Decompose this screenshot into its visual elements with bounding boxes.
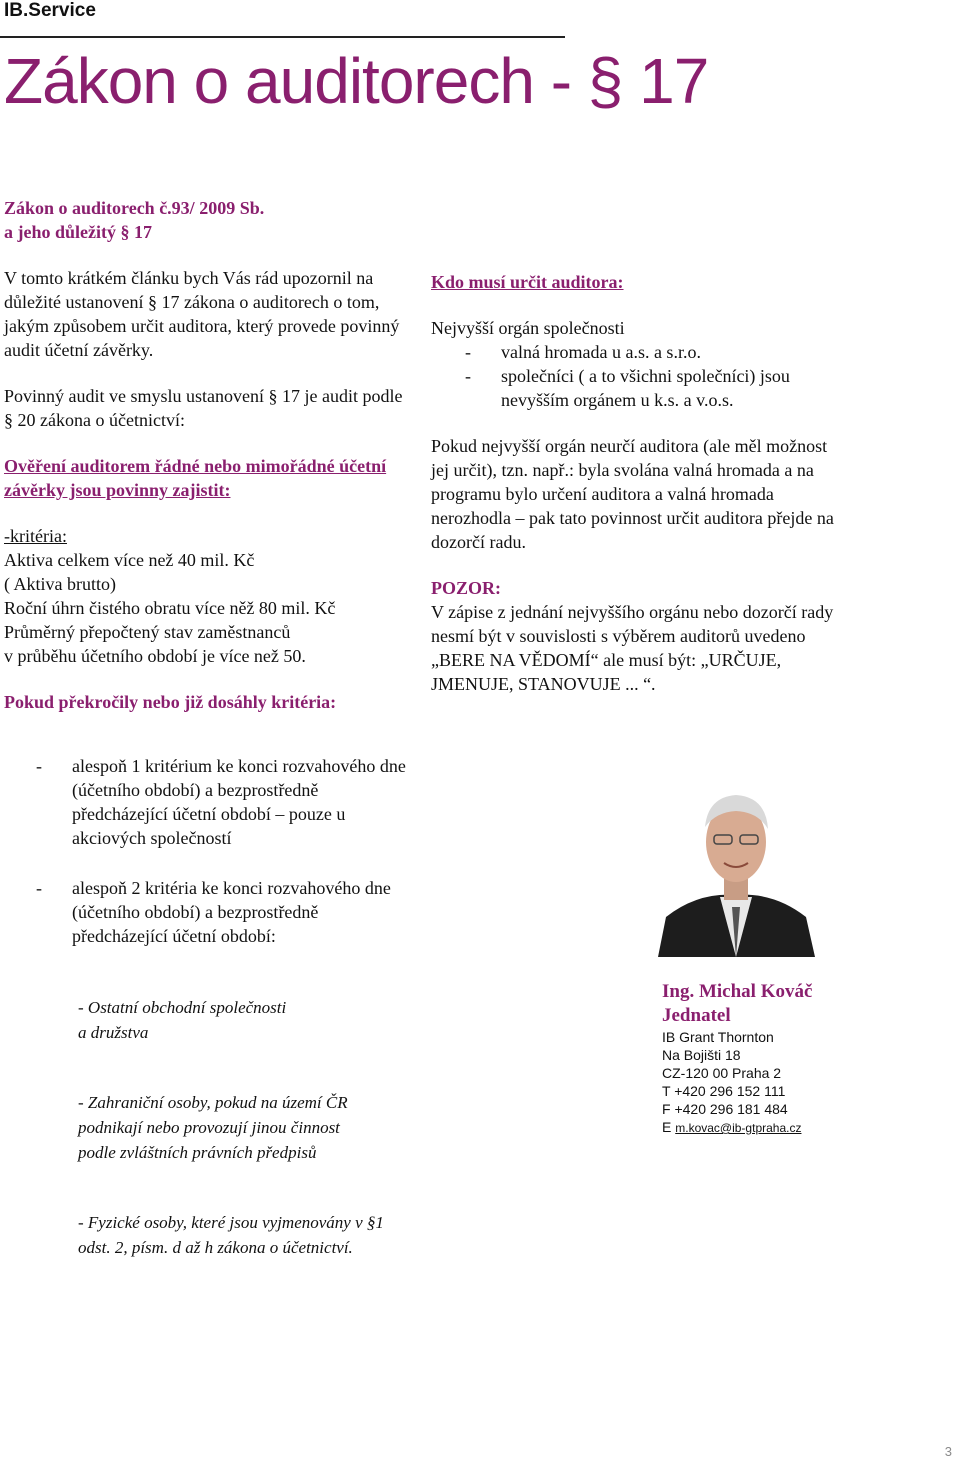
criteria-label: -kritéria: bbox=[4, 526, 67, 546]
warning-text: V zápise z jednání nejvyššího orgánu nebo dozorčí rady nesmí být v souvislosti s výběrem auditorů uvedeno „BERE NA VĚDOMÍ“ ale musí být: „URČUJE, JMENUJE, STANOVUJE ... “. bbox=[431, 602, 834, 694]
page-title: Zákon o auditorech - § 17 bbox=[4, 45, 709, 117]
criteria-line-4: Průměrný přepočtený stav zaměstnanců bbox=[4, 622, 291, 642]
brand-name: IB.Service bbox=[4, 0, 96, 21]
left-column bbox=[4, 196, 414, 714]
list-item bbox=[36, 876, 416, 948]
criteria-line-2: ( Aktiva brutto) bbox=[4, 574, 116, 594]
intro-paragraph: V tomto krátkém článku bych Vás rád upozornil na důležité ustanovení § 17 zákona o auditorech o tom, jakým způsobem určit auditora, který provede povinný audit účetní závěrky. bbox=[4, 268, 400, 360]
contact-company: IB Grant Thornton bbox=[662, 1029, 774, 1045]
list-dash: - bbox=[36, 878, 42, 898]
list-item-text: společníci ( a to všichni společníci) jsou nevyšším orgánem u k.s. a v.o.s. bbox=[501, 366, 790, 410]
list-item-text: alespoň 1 kritérium ke konci rozvahového dne (účetního období) a bezprostředně předcházející účetní období – pouze u akciových společností bbox=[72, 756, 406, 848]
list-dash: - bbox=[465, 342, 471, 362]
highest-body: Nejvyšší orgán společnosti bbox=[431, 318, 625, 338]
list-item bbox=[431, 340, 841, 364]
entity-type-companies: - Ostatní obchodní společnosti a družstva bbox=[78, 998, 287, 1042]
email-link[interactable]: m.kovac@ib-gtpraha.cz bbox=[675, 1121, 802, 1135]
contact-street: Na Bojišti 18 bbox=[662, 1047, 741, 1063]
list-item-text: alespoň 2 kritéria ke konci rozvahového dne (účetního období) a bezprostředně předcházející účetní období: bbox=[72, 878, 391, 946]
entity-type-individuals: - Fyzické osoby, které jsou vyjmenovány v §1 odst. 2, písm. d až h zákona o účetnictví. bbox=[78, 1213, 384, 1257]
list-item bbox=[431, 364, 841, 412]
contact-card bbox=[662, 980, 912, 1137]
author-photo bbox=[658, 767, 815, 957]
entity-type-foreign: - Zahraniční osoby, pokud na území ČR podnikají nebo provozují jinou činnost podle zvláštních právních předpisů bbox=[78, 1093, 348, 1162]
list-item bbox=[36, 754, 416, 850]
threshold-list bbox=[36, 754, 416, 948]
contact-fax: F +420 296 181 484 bbox=[662, 1101, 788, 1117]
contact-role: Jednatel bbox=[662, 1005, 731, 1026]
exceed-heading: Pokud překročily nebo již dosáhly kritéria: bbox=[4, 692, 337, 712]
subtitle-law: Zákon o auditorech č.93/ 2009 Sb. bbox=[4, 198, 265, 218]
header-rule bbox=[0, 36, 565, 38]
contact-phone: T +420 296 152 111 bbox=[662, 1083, 786, 1099]
contact-city: CZ-120 00 Praha 2 bbox=[662, 1065, 782, 1081]
right-column bbox=[431, 270, 841, 696]
audit-definition: Povinný audit ve smyslu ustanovení § 17 je audit podle § 20 zákona o účetnictví: bbox=[4, 386, 403, 430]
contact-name: Ing. Michal Kováč bbox=[662, 981, 813, 1002]
list-dash: - bbox=[36, 756, 42, 776]
who-heading: Kdo musí určit auditora: bbox=[431, 272, 624, 292]
list-item-text: valná hromada u a.s. a s.r.o. bbox=[501, 342, 701, 362]
subtitle-section: a jeho důležitý § 17 bbox=[4, 222, 152, 242]
email-label: E bbox=[662, 1119, 672, 1135]
list-dash: - bbox=[465, 366, 471, 386]
criteria-line-1: Aktiva celkem více než 40 mil. Kč bbox=[4, 550, 255, 570]
warning-heading: POZOR: bbox=[431, 578, 501, 598]
fallback-paragraph: Pokud nejvyšší orgán neurčí auditora (ale měl možnost jej určit), tzn. např.: byla svolána valná hromada a na programu bylo určení auditora a valná hromada nerozhodla – pak tato povinnost určit auditora přejde na dozorčí radu. bbox=[431, 436, 834, 552]
criteria-line-5: v průběhu účetního období je více než 50. bbox=[4, 646, 306, 666]
contact-email-row bbox=[662, 1118, 912, 1137]
entity-types bbox=[78, 970, 418, 1285]
page-number: 3 bbox=[944, 1444, 952, 1459]
obligation-heading: Ověření auditorem řádné nebo mimořádné účetní závěrky jsou povinny zajistit: bbox=[4, 456, 387, 500]
criteria-line-3: Roční úhrn čistého obratu více něž 80 mil. Kč bbox=[4, 598, 336, 618]
